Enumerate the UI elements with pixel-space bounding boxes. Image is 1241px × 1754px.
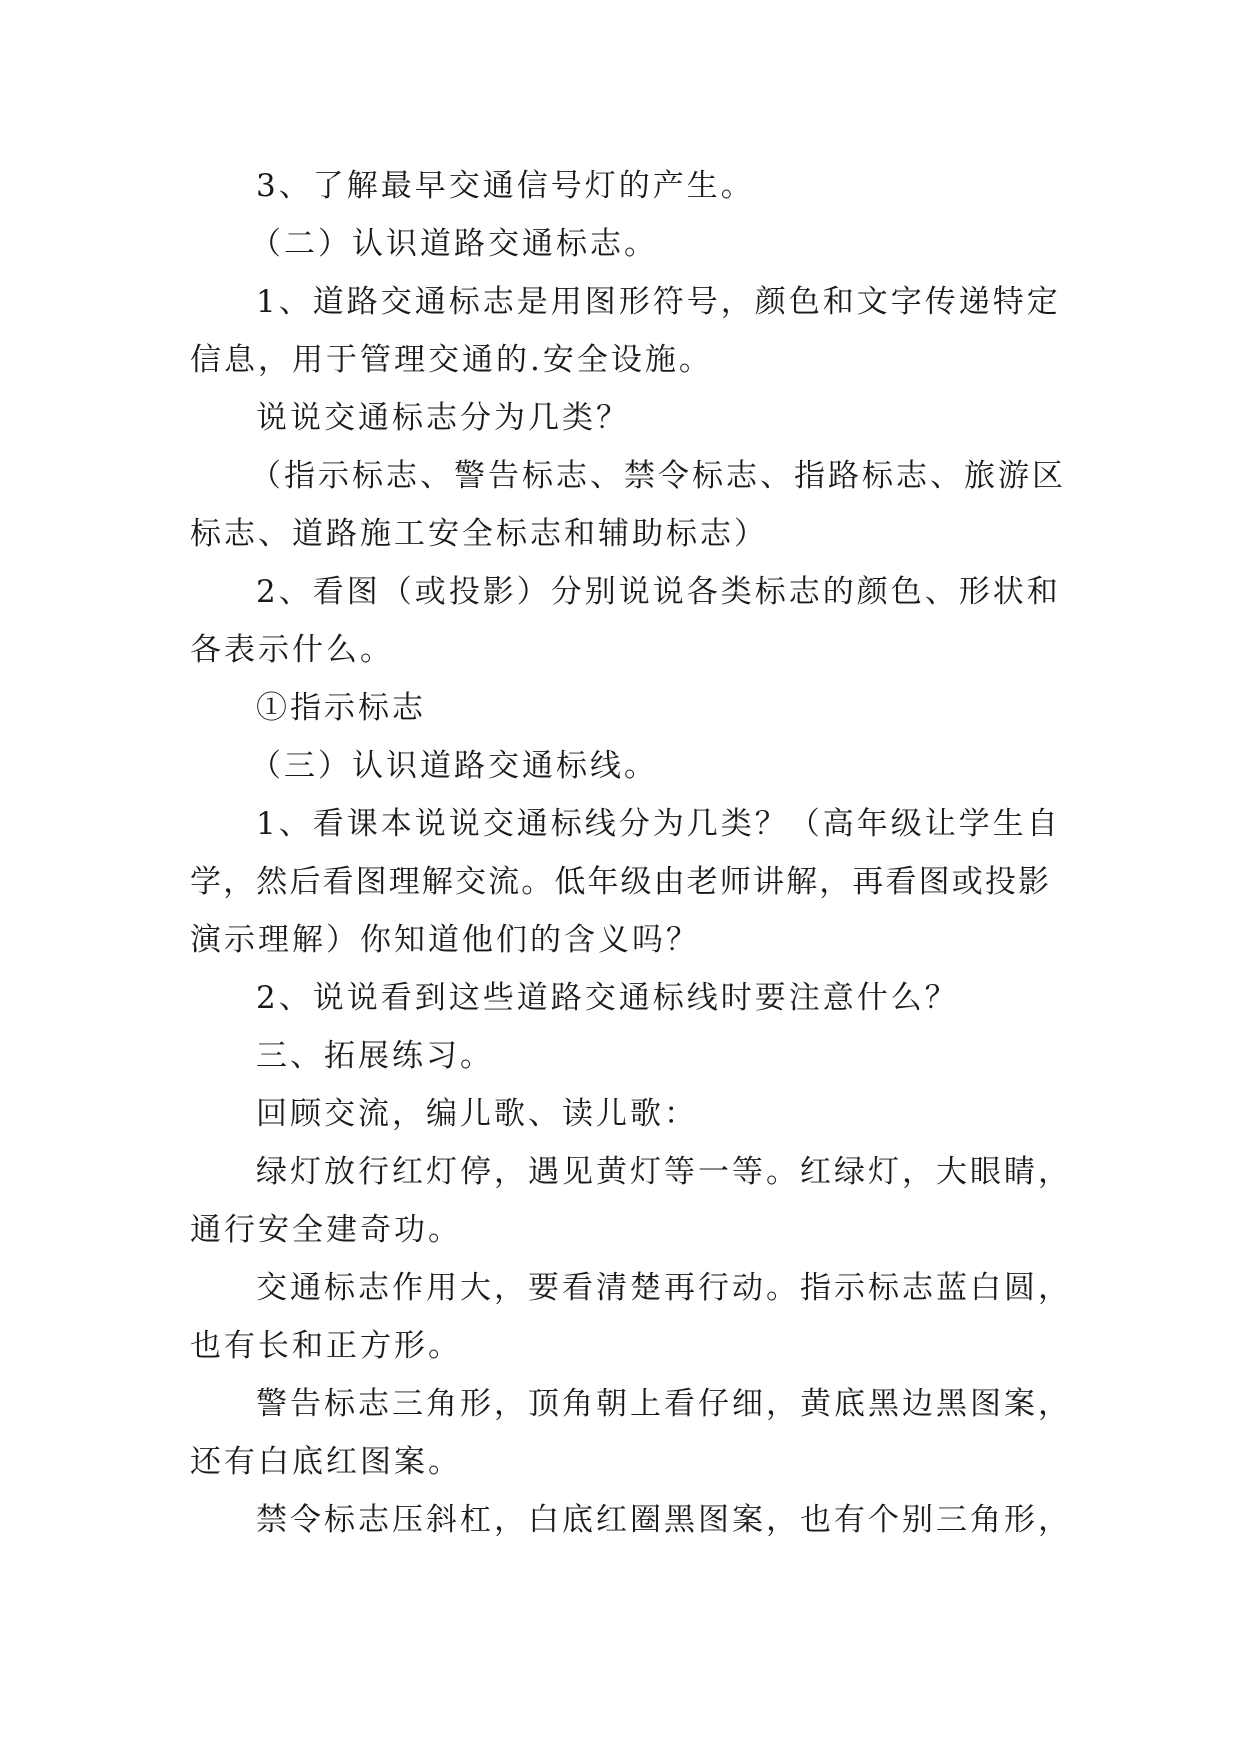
section-heading: 三、拓展练习。 — [256, 1038, 494, 1074]
document-body — [190, 157, 1072, 1549]
text-line: 学，然后看图理解交流。低年级由老师讲解，再看图或投影 — [190, 864, 1050, 900]
text-line: 2、说说看到这些道路交通标线时要注意什么？ — [256, 980, 959, 1016]
text-line: 1、看课本说说交通标线分为几类？（高年级让学生自 — [256, 806, 1061, 842]
section-heading: （二）认识道路交通标志。 — [250, 226, 658, 262]
text-line: 各表示什么。 — [190, 632, 394, 668]
text-line: 3、了解最早交通信号灯的产生。 — [256, 168, 755, 204]
text-line: 交通标志作用大，要看清楚再行动。指示标志蓝白圆， — [256, 1270, 1072, 1306]
text-line: 禁令标志压斜杠，白底红圈黑图案，也有个别三角形， — [256, 1502, 1072, 1538]
text-line: ①指示标志 — [256, 690, 426, 726]
text-line: 标志、道路施工安全标志和辅助标志） — [190, 516, 768, 552]
text-line: 还有白底红图案。 — [190, 1444, 462, 1480]
text-line: 通行安全建奇功。 — [190, 1212, 462, 1248]
text-line: 1、道路交通标志是用图形符号，颜色和文字传递特定 — [256, 284, 1061, 320]
text-line: 也有长和正方形。 — [190, 1328, 462, 1364]
text-line: 说说交通标志分为几类？ — [256, 400, 630, 436]
text-line: 信息，用于管理交通的.安全设施。 — [190, 342, 713, 378]
text-line: （指示标志、警告标志、禁令标志、指路标志、旅游区 — [250, 458, 1066, 494]
text-line: 2、看图（或投影）分别说说各类标志的颜色、形状和 — [256, 574, 1061, 610]
text-line: 回顾交流，编儿歌、读儿歌： — [256, 1096, 698, 1132]
text-line: 演示理解）你知道他们的含义吗？ — [190, 922, 700, 958]
text-line: 绿灯放行红灯停，遇见黄灯等一等。红绿灯，大眼睛， — [256, 1154, 1072, 1190]
section-heading: （三）认识道路交通标线。 — [250, 748, 658, 784]
text-line: 警告标志三角形，顶角朝上看仔细，黄底黑边黑图案， — [256, 1386, 1072, 1422]
